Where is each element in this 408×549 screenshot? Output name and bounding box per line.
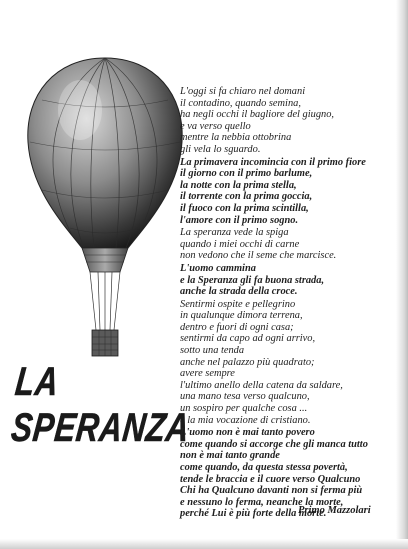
poem-line: Sentirmi ospite e pellegrino bbox=[180, 298, 296, 310]
hot-air-balloon-illustration bbox=[20, 50, 190, 380]
poem-stanza bbox=[180, 157, 392, 227]
poem-line: perché Lui è più forte della morte. bbox=[180, 508, 327, 520]
title-line-2: SPERANZA bbox=[9, 406, 192, 450]
poem-line: dentro e fuori di ogni casa; bbox=[180, 321, 294, 333]
poem-line: anche la strada della croce. bbox=[180, 286, 298, 298]
poem-line: una mano tesa verso qualcuno, bbox=[180, 391, 310, 403]
poem-line: e va verso quello bbox=[180, 120, 251, 132]
poem-line: la notte con la prima stella, bbox=[180, 179, 297, 191]
poem-line: quando i miei occhi di carne bbox=[180, 238, 300, 250]
poem-line: un sospiro per qualche cosa ... bbox=[180, 403, 308, 415]
poem-line: mentre la nebbia ottobrina bbox=[180, 132, 292, 144]
poem-line: non è mai tanto grande bbox=[180, 450, 280, 462]
poem-title bbox=[9, 360, 192, 470]
poem-stanza bbox=[180, 299, 392, 427]
poem-line: non vedono che il seme che marcisce. bbox=[180, 250, 337, 262]
poem-line: avere sempre bbox=[180, 368, 235, 380]
poem-line: sentirmi da capo ad ogni arrivo, bbox=[180, 333, 316, 345]
poem-line: e la Speranza gli fa buona strada, bbox=[180, 274, 325, 286]
poem-line: in qualunque dimora terrena, bbox=[180, 310, 303, 322]
page-bottom-shadow bbox=[0, 539, 408, 549]
poem-line: il fuoco con la prima scintilla, bbox=[180, 202, 309, 214]
poem-stanza bbox=[180, 227, 392, 262]
poem-line: e nessuno lo ferma, neanche la morte, bbox=[180, 496, 344, 508]
poem-line: tende le braccia e il cuore verso Qualcuno bbox=[180, 473, 361, 485]
poem-line: il torrente con la prima goccia, bbox=[180, 191, 313, 203]
poem-line: L'uomo cammina bbox=[180, 262, 256, 274]
poem-line: L'oggi si fa chiaro nel domani bbox=[180, 86, 306, 97]
poem-line: come quando, da questa stessa povertà, bbox=[180, 462, 348, 473]
poem-line: La primavera incomincia con il primo fiore bbox=[180, 156, 366, 168]
page-edge-shadow bbox=[396, 0, 408, 549]
poem-line: è la mia vocazione di cristiano. bbox=[180, 414, 311, 426]
poem-line: anche nel palazzo più quadrato; bbox=[180, 356, 315, 368]
poem-line: gli vela lo sguardo. bbox=[180, 143, 261, 155]
title-line-1: LA bbox=[13, 360, 62, 404]
poem-line: L'uomo non è mai tanto povero bbox=[180, 427, 315, 439]
poem-line: l'ultimo anello della catena da saldare, bbox=[180, 379, 343, 391]
poem-line: come quando si accorge che gli manca tutto bbox=[180, 438, 368, 450]
poem-line: Chi ha Qualcuno davanti non si ferma più bbox=[180, 485, 363, 497]
poem-line: il giorno con il primo barlume, bbox=[180, 168, 313, 180]
author-signature: Primo Mazzolari bbox=[298, 505, 371, 516]
poem-stanza bbox=[180, 263, 392, 298]
poem-text bbox=[180, 86, 392, 521]
poem-line: ha negli occhi il bagliore del giugno, bbox=[180, 109, 335, 121]
poem-line: il contadino, quando semina, bbox=[180, 97, 301, 109]
poem-line: La speranza vede la spiga bbox=[180, 227, 289, 239]
poem-line: l'amore con il primo sogno. bbox=[180, 214, 299, 226]
poem-line: sotto una tenda bbox=[180, 345, 245, 357]
poem-stanza bbox=[180, 86, 392, 156]
